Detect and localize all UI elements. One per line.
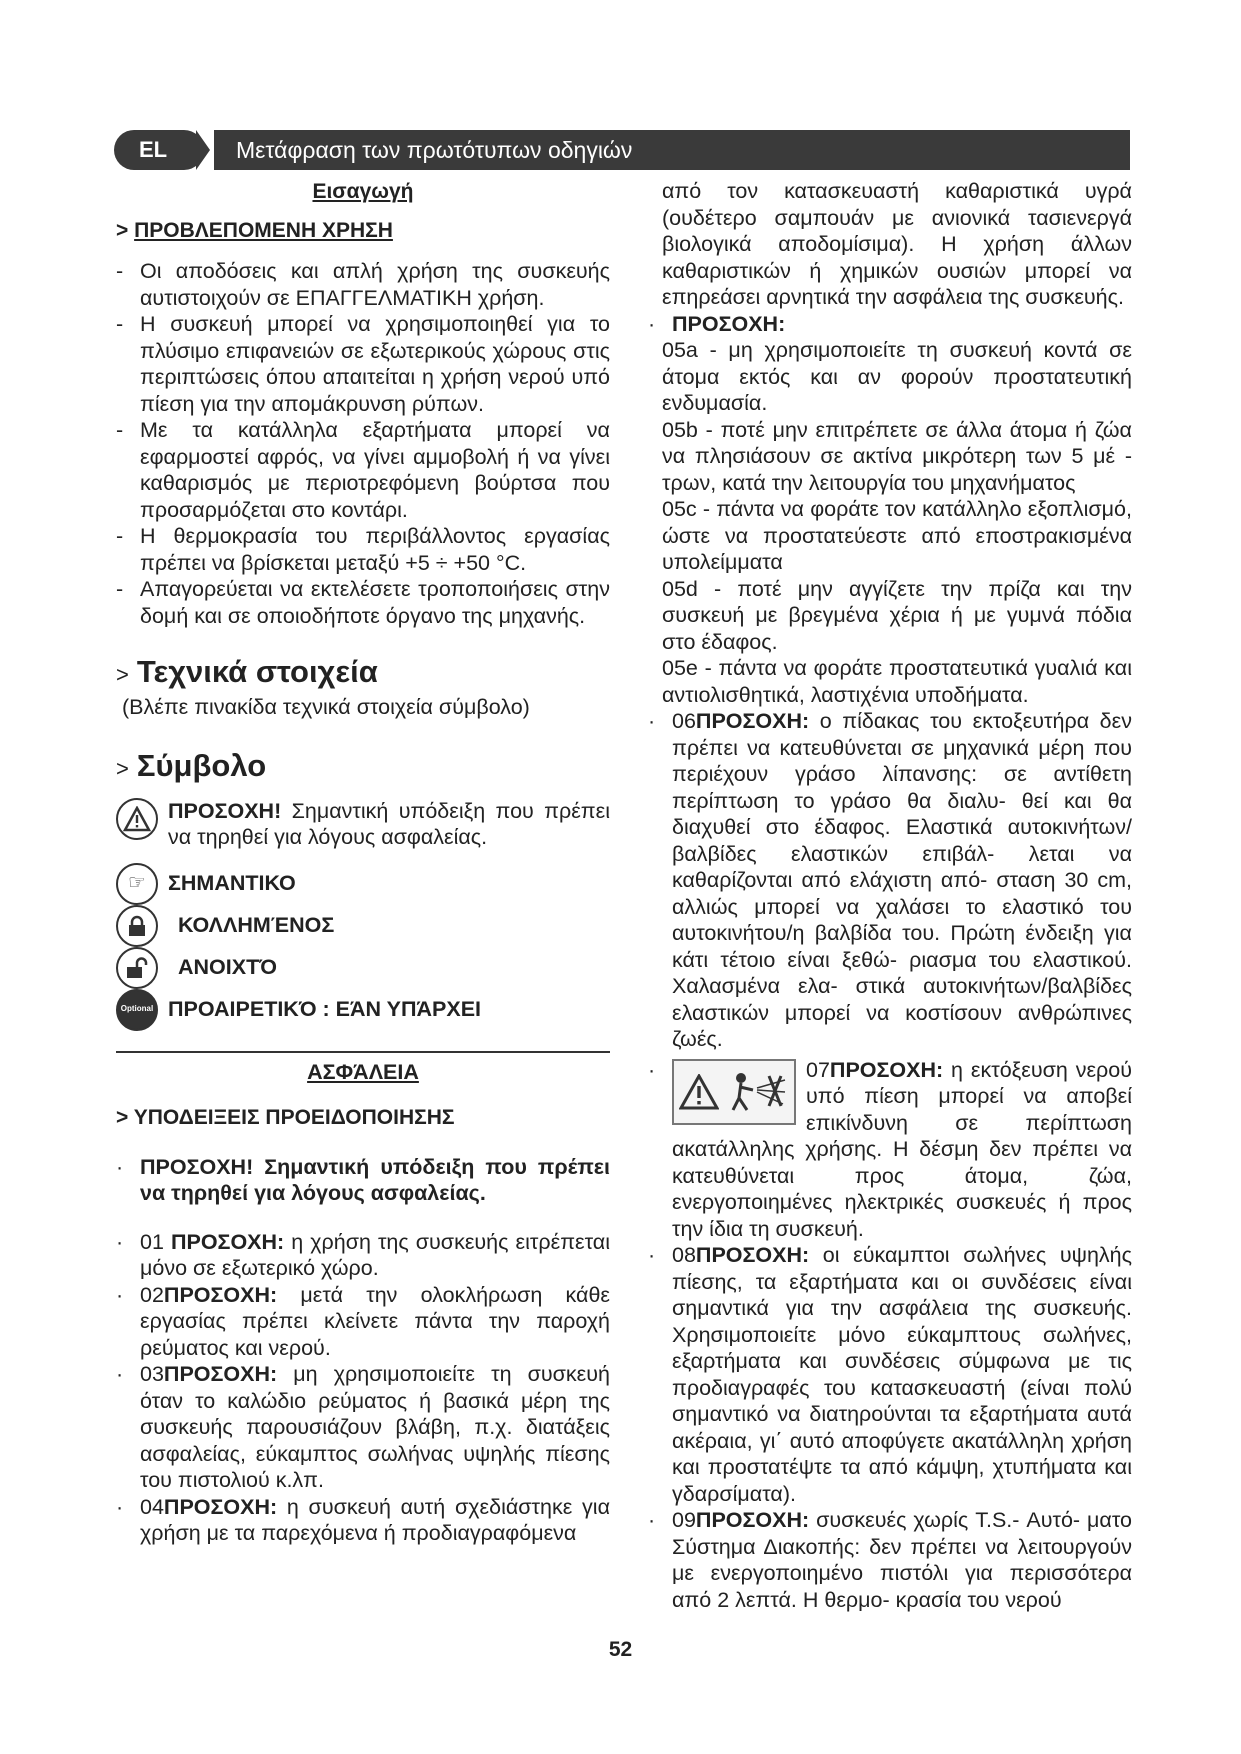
- intended-use-list: [116, 258, 610, 629]
- warning-hints-title: ΥΠΟΔΕΙΞΕΙΣ ΠΡΟΕΙΔΟΠΟΙΗΣΗΣ: [133, 1106, 455, 1129]
- intended-use-heading: [116, 218, 610, 245]
- warning-01: · 01 ΠΡΟΣΟΧΗ: η χρήση της συσκευής ειτρέπεται μόνο σε εξωτερικό χώρο.: [116, 1229, 611, 1280]
- hint-important-text: ΠΡΟΣΟΧΗ! Σημαντική υπόδειξη που πρέπει να τηρηθεί για λόγους ασφαλείας.: [140, 1154, 610, 1205]
- bullet-marker: ·: [648, 1243, 656, 1267]
- list-item: - Η συσκευή μπορεί να χρησιμοποιηθεί για το πλύσιμο επιφανειών σε εξωτερικούς χώρους στις περιπτώσεις όπου απαιτείται η χρήση νερού υπό πίεση για την απομάκρυνση ρύπων.: [116, 312, 610, 416]
- warning-06: · 06ΠΡΟΣΟΧΗ: ο πίδακας του εκτοξευτήρα δεν πρέπει να κατευθύνεται σε μηχανικά μέρη που περιέχουν γράσο λίπανσης: σε αντίθετη περίπτωση το γράσο θα διαλυ- θεί και θα διαχυθεί στο έδαφος. Ελαστικά αυτοκινήτων/ βαλβίδες ελαστικών επιβάλ- λεται να καθαρίζονται από ελάχιστη από- σταση 30 cm, αλλιώς μπορεί να χαλάσει το ελαστικό του αυτοκινήτου/η βαλβίδα του. Πρώτη ένδειξη για κάτι τέτοιο είναι ξεθώ- ριασμα του ελαστικού. Χαλασμένα ελα- στικά αυτοκινήτων/βαλβίδες ελαστικών μπορεί να κοστίσουν ανθρώπινες ζωές.: [648, 709, 1132, 1051]
- warning-05e: 05e - πάντα να φοράτε προστατευτικά γυαλιά και αντιολισθητικά, λαστιχένια υποδήματα.: [662, 656, 1132, 707]
- warning-03: · 03ΠΡΟΣΟΧΗ: μη χρησιμοποιείτε τη συσκευή όταν το καλώδιο ρεύματος ή βασικά μέρη της συσκευής παρουσιάζουν βλάβη, π.χ. διατάξεις ασφαλείας, εύκαμπτος σωλήνας υψηλής πίεσης του πιστολιού κ.λπ.: [116, 1362, 610, 1492]
- section-divider: [116, 1051, 610, 1053]
- tech-data-heading: [116, 653, 610, 694]
- bullet-marker: ·: [116, 1494, 124, 1519]
- tech-data-note: (Βλέπε πινακίδα τεχνικά στοιχεία σύμβολο): [122, 695, 530, 719]
- heading-marker: >: [116, 1106, 129, 1129]
- warning-07: · 07ΠΡΟΣΟΧΗ: η εκτόξευση νερού υπό πίεση μπορεί να αποβεί επικίνδυνη σε περίπτωση ακατάλληλης χρήσης. Η δέσμη δεν πρέπει να κατευθύνεται προς άτομα, ζώα, ενεργοποιημένες ηλεκτρικές συσκευές ή προς την ίδια τη συσκευή.: [648, 1057, 1132, 1241]
- intro-title: Εισαγωγή: [312, 180, 414, 203]
- list-item: - Η θερμοκρασία του περιβάλλοντος εργασίας πρέπει να βρίσκεται μεταξύ +5 ÷ +50 °C.: [116, 524, 610, 575]
- bullet-marker: ·: [116, 1282, 124, 1307]
- warning-symbol-label: ΠΡΟΣΟΧΗ!: [168, 798, 282, 823]
- bullet-marker: ·: [648, 709, 656, 733]
- warning-05b: 05b - ποτέ μην επιτρέπετε σε άλλα άτομα ή ζώα να πλησιάσουν σε ακτίνα μικρότερη των 5 μέ - τρων, κατά την λειτουργία του μηχανήματος: [662, 417, 1132, 495]
- heading-marker: >: [116, 662, 129, 687]
- warning-hints-heading: [116, 1105, 610, 1132]
- warning-05c: 05c - πάντα να φοράτε τον κατάλληλο εξοπλισμό, ώστε να προστατεύεστε από εποστρακισμένα υπολείμματα: [662, 497, 1132, 574]
- language-badge: EL: [114, 130, 204, 170]
- spray-person-icon: [729, 1070, 789, 1114]
- list-item: - Οι αποδόσεις και απλή χρήση της συσκευής αυτιστοιχούν σε ΕΠΑΓΓΕΛΜΑΤΙΚΗ χρήση.: [116, 259, 610, 310]
- warning-05d: 05d - ποτέ μην αγγίζετε την πρίζα και την συσκευή με βρεγμένα χέρια ή με γυμνά πόδια στο έδαφος.: [662, 576, 1132, 654]
- dash-marker: -: [116, 259, 124, 283]
- warning-09: · 09ΠΡΟΣΟΧΗ: συσκευές χωρίς T.S.- Αυτό- ματο Σύστημα Διακοπής: δεν πρέπει να λειτουργούν με ενεργοποιημένο πιστόλι για περισσότερα από 2 λεπτά. Η θερμο- κρασία του νερού: [648, 1508, 1132, 1612]
- symbol-optional: Optional ΠΡΟΑΙΡΕΤΙΚΌ : ΕΆΝ ΥΠΆΡΧΕΙ: [116, 989, 610, 1031]
- dash-marker: -: [116, 312, 124, 336]
- unlock-icon: [116, 947, 158, 989]
- bullet-marker: ·: [116, 1229, 124, 1254]
- warning-02: · 02ΠΡΟΣΟΧΗ: μετά την ολοκλήρωση κάθε εργασίας πρέπει κλείνετε πάντα την παροχή ρεύματος και νερού.: [116, 1282, 610, 1360]
- page-header: [114, 130, 1130, 172]
- warning-04: · 04ΠΡΟΣΟΧΗ: η συσκευή αυτή σχεδιάστηκε για χρήση με τα παρεχόμενα ή προδιαγραφόμενα: [116, 1494, 610, 1545]
- symbol-locked: ΚΟΛΛΗΜΈΝΟΣ: [116, 905, 610, 947]
- warning-triangle-icon: [679, 1074, 719, 1110]
- list-item: - Με τα κατάλληλα εξαρτήματα μπορεί να εφαρμοστεί αφρός, να γίνει αμμοβολή ή να γίνει καθαρισμός με περιοτρεφόμενη βούρτσα που προσαρμόζεται στο κοντάρι.: [116, 418, 610, 522]
- optional-icon: Optional: [116, 989, 158, 1031]
- dash-marker: -: [116, 418, 124, 442]
- warning-04-continued: από τον κατασκευαστή καθαριστικά υγρά (ουδέτερο σαμπουάν με ανιονικά τασιενεργά βιολογικά αποδομίσιμα). Η χρήση άλλων καθαριστικών ή χημικών ουσιών μπορεί να επηρεάσει αρνητικά την ασφάλεια της συσκευής.: [662, 179, 1132, 309]
- spray-danger-pictogram: [672, 1059, 796, 1125]
- safety-title: ΑΣΦΆΛΕΙΑ: [307, 1059, 419, 1084]
- warning-08: · 08ΠΡΟΣΟΧΗ: οι εύκαμπτοι σωλήνες υψηλής πίεσης, τα εξαρτήματα και οι συνδέσεις είναι σημαντικά για την ασφάλεια της συσκευής. Χρησιμοποιείτε μόνο εύκαμπτους σωλήνες, εξαρτήματα και συνδέσεις σύμφωνα με τις προδιαγραφές του κατασκευαστή (είναι πολύ σημαντικό να διατηρούνται τα εξαρτήματα αυτά ακέραια, γι΄ αυτό αποφύγετε ακατάλληλη χρήση και προστατέψτε τα από κάμψη, χτυπήματα και γδαρσίματα).: [648, 1243, 1132, 1506]
- symbol-important: ☞ ΣΗΜΑΝΤΙΚΟ: [116, 863, 610, 905]
- symbol-title: Σύμβολο: [136, 747, 267, 783]
- bullet-marker: ·: [648, 1508, 656, 1532]
- dash-marker: -: [116, 524, 124, 548]
- right-column: [648, 178, 1132, 1613]
- bullet-marker: ·: [116, 1362, 124, 1386]
- page-number: 52: [608, 1638, 633, 1661]
- warning-symbol-text: Σημαντική υπόδειξη που πρέπει να τηρηθεί για λόγους ασφαλείας.: [168, 798, 610, 849]
- pointing-hand-icon: ☞: [116, 863, 158, 905]
- bullet-marker: ·: [648, 311, 656, 336]
- lock-icon: [116, 905, 158, 947]
- symbol-warning: [116, 798, 610, 851]
- symbol-open: ΑΝΟΙΧΤΌ: [116, 947, 610, 989]
- list-item: - Απαγορεύεται να εκτελέσετε τροποποιήσεις στην δομή και σε οποιοδήποτε όργανο της μηχανής.: [116, 577, 610, 628]
- dash-marker: -: [116, 577, 124, 601]
- left-column: [116, 178, 610, 1547]
- symbol-heading: [116, 747, 610, 788]
- bullet-marker: ·: [648, 1057, 656, 1082]
- header-notch: [196, 130, 210, 170]
- header-title: Μετάφραση των πρωτότυπων οδηγιών: [214, 130, 1130, 170]
- warning-05: · ΠΡΟΣΟΧΗ:: [648, 311, 786, 336]
- heading-marker: >: [116, 218, 129, 242]
- warning-triangle-icon: [116, 798, 158, 840]
- bullet-marker: ·: [116, 1154, 124, 1179]
- intended-use-title: ΠΡΟΒΛΕΠΟΜΕΝΗ ΧΡΗΣΗ: [134, 218, 393, 242]
- warning-05a: 05a - μη χρησιμοποιείτε τη συσκευή κοντά σε άτομα εκτός και αν φορούν προστατευτική ενδυμασία.: [662, 338, 1132, 415]
- heading-marker: >: [116, 755, 129, 781]
- list-item: [116, 1154, 610, 1207]
- tech-data-title: Τεχνικά στοιχεία: [136, 654, 378, 689]
